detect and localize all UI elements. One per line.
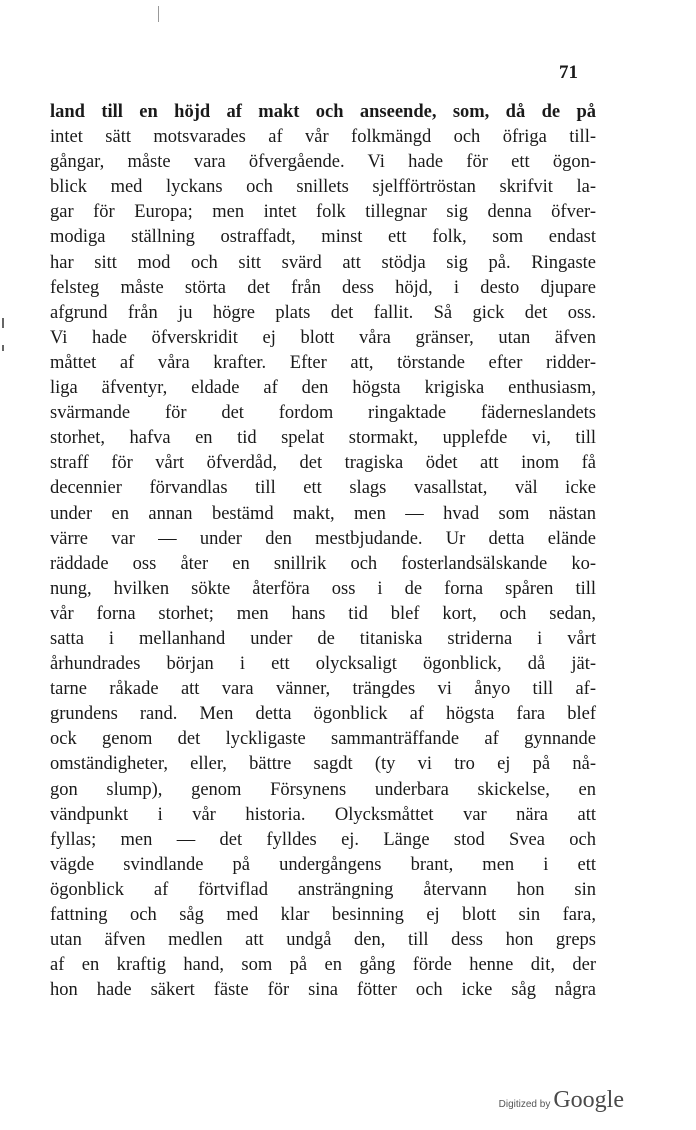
text-line: grundens rand. Men detta ögonblick af högsta fara blef [50,704,596,725]
scan-artifact-mark [158,6,159,22]
text-line: gon slump), genom Försynens underbara skickelse, en [50,779,596,800]
text-line: intet sätt motsvarades af vår folkmängd och öfriga till- [50,127,596,148]
text-line: vår forna storhet; men hans tid blef kort, och sedan, [50,603,596,624]
text-line: blick med lyckans och snillets sjelfförtröstan skrifvit la- [50,177,596,198]
digitized-watermark [499,1087,624,1114]
text-line: modiga ställning ostraffadt, minst ett folk, som endast [50,227,596,248]
text-line: gångar, måste vara öfvergående. Vi hade för ett ögon- [50,152,596,173]
text-line: hon hade säkert fäste för sina fötter och icke såg några [50,980,596,1001]
text-line: storhet, hafva en tid spelat stormakt, upplefde vi, till [50,428,596,449]
text-line: nung, hvilken sökte återföra oss i de forna spåren till [50,578,596,599]
text-line: måttet af våra krafter. Efter att, törstande efter ridder- [50,352,596,373]
margin-mark [2,318,4,328]
margin-mark [2,345,4,351]
text-line: värre var — under den mestbjudande. Ur detta elände [50,528,596,549]
text-line: straff för vårt öfverdåd, det tragiska ödet att inom få [50,453,596,474]
text-line: omständigheter, eller, bättre sagdt (ty vi tro ej på nå- [50,754,596,775]
text-line: århundrades början i ett olycksaligt ögonblick, då jät- [50,654,596,675]
text-line: ögonblick af förtviflad ansträngning återvann hon sin [50,879,596,900]
watermark-brand: Google [553,1087,624,1113]
text-line: land till en höjd af makt och anseende, som, då de på [50,102,596,122]
text-line: vägde svindlande på undergångens brant, men i ett [50,854,596,875]
text-line: felsteg måste störta det från dess höjd, i desto djupare [50,277,596,298]
text-line: utan äfven medlen att undgå den, till dess hon greps [50,930,596,951]
text-line: fattning och såg med klar besinning ej blott sin fara, [50,905,596,925]
text-line: Vi hade öfverskridit ej blott våra gränser, utan äfven [50,327,596,348]
text-line: afgrund från ju högre plats det fallit. Så gick det oss. [50,302,596,323]
text-line: fyllas; men — det fylldes ej. Länge stod Svea och [50,829,596,850]
text-line: decennier förvandlas till ett slags vasallstat, väl icke [50,478,596,499]
text-line: under en annan bestämd makt, men — hvad som nästan [50,503,596,524]
text-line: räddade oss åter en snillrik och fosterlandsälskande ko- [50,553,596,574]
text-line: gar för Europa; men intet folk tillegnar sig denna öfver- [50,202,596,223]
text-line: svärmande för det fordom ringaktade fäderneslandets [50,403,596,424]
text-line: har sitt mod och sitt svärd att stödja sig på. Ringaste [50,252,596,273]
text-line: vändpunkt i vår historia. Olycksmåttet var nära att [50,804,596,825]
body-text [50,100,596,1003]
text-line: ock genom det lyckligaste sammanträffande af gynnande [50,729,596,750]
page-number: 71 [559,62,578,83]
text-line: tarne råkade att vara vänner, trängdes vi ånyo till af- [50,679,596,700]
text-line: satta i mellanhand under de titaniska striderna i vårt [50,628,596,649]
text-line: af en kraftig hand, som på en gång förde henne dit, der [50,955,596,976]
watermark-prefix: Digitized by [498,1099,551,1110]
text-line: liga äfventyr, eldade af den högsta krigiska enthusiasm, [50,378,596,399]
